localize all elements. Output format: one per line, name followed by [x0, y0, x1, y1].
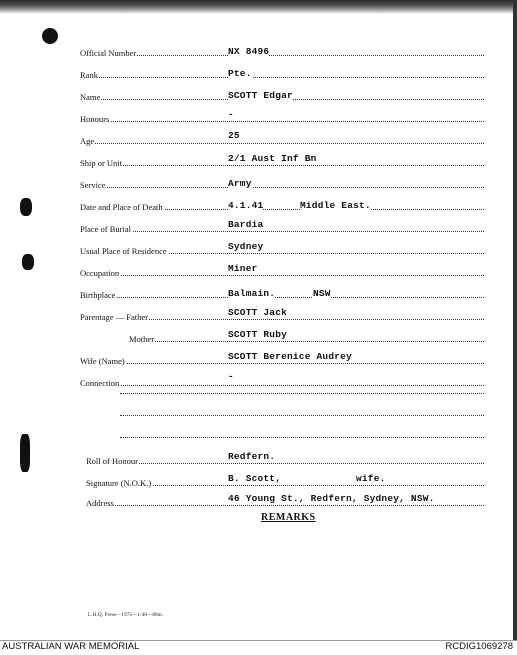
blank-line-1 [120, 393, 484, 394]
value-birthplace-state: NSW [313, 288, 331, 299]
dotted-line [80, 143, 484, 144]
dotted-line [80, 187, 484, 188]
label-wife: Wife (Name) [80, 356, 125, 366]
dotted-line [80, 165, 484, 166]
row-father [80, 308, 484, 322]
label-mother: Mother [129, 334, 155, 344]
value-name: SCOTT Edgar [228, 90, 293, 101]
value-birthplace: Balmain. [228, 288, 276, 299]
row-service [80, 176, 484, 190]
scan-top-edge [0, 0, 517, 14]
value-occupation: Miner [228, 263, 258, 274]
dotted-line [86, 505, 484, 506]
press-imprint: L.H.Q. Press—1975—1/40—80m. [88, 613, 164, 618]
label-roll-of-honour: Roll of Honour [86, 456, 138, 466]
row-name [80, 88, 484, 102]
dotted-line [80, 297, 484, 298]
row-honours [80, 110, 484, 124]
value-father: SCOTT Jack [228, 307, 288, 318]
label-address: Address [86, 498, 114, 508]
label-father: Parentage — Father [80, 312, 148, 322]
row-place-of-burial [80, 220, 484, 234]
row-address [86, 494, 484, 508]
label-connection: Connection [80, 378, 120, 388]
row-occupation [80, 264, 484, 278]
row-roll-of-honour [86, 452, 484, 466]
value-place-of-burial: Bardia [228, 219, 264, 230]
value-official-number: NX 8496 [228, 46, 270, 57]
label-age: Age [80, 136, 95, 146]
punch-hole-bottom [20, 434, 30, 472]
value-ship-or-unit: 2/1 Aust Inf Bn [228, 153, 317, 164]
row-connection [80, 371, 484, 388]
dotted-line [80, 363, 484, 364]
blank-line-3 [120, 437, 484, 438]
footer-institution: AUSTRALIAN WAR MEMORIAL [2, 641, 140, 652]
blank-line-2 [120, 415, 484, 416]
remarks-heading: REMARKS [261, 512, 316, 523]
value-signature-relation: wife. [356, 473, 386, 484]
value-service: Army [228, 178, 252, 189]
label-birthplace: Birthplace [80, 290, 116, 300]
value-roll-of-honour: Redfern. [228, 451, 276, 462]
row-wife [80, 352, 484, 366]
row-date-place-death [80, 198, 484, 212]
value-address: 46 Young St., Redfern, Sydney, NSW. [228, 493, 435, 504]
scan-right-edge [513, 0, 517, 640]
value-rank: Pte. [228, 68, 252, 79]
value-wife: SCOTT Berenice Audrey [228, 351, 352, 362]
label-service: Service [80, 180, 106, 190]
row-official-number [80, 44, 484, 58]
value-mother: SCOTT Ruby [228, 329, 288, 340]
value-date-of-death: 4.1.41 [228, 200, 264, 211]
row-signature [86, 474, 484, 488]
value-signature: B. Scott, [228, 473, 282, 484]
dotted-line [129, 341, 484, 342]
label-place-of-burial: Place of Burial [80, 224, 131, 234]
dotted-line [80, 275, 484, 276]
value-age: 25 [228, 130, 240, 141]
punch-hole-mid-1 [20, 198, 32, 216]
label-occupation: Occupation [80, 268, 120, 278]
dotted-line [80, 121, 484, 122]
row-ship-or-unit [80, 154, 484, 168]
label-signature: Signature (N.O.K.) [86, 478, 152, 488]
row-usual-residence [80, 242, 484, 256]
value-usual-residence: Sydney [228, 241, 264, 252]
value-place-of-death: Middle East. [300, 200, 371, 211]
label-usual-residence: Usual Place of Residence [80, 246, 167, 256]
dotted-line [80, 231, 484, 232]
dotted-line [80, 55, 484, 56]
label-date-place-death: Date and Place of Death [80, 202, 163, 212]
label-honours: Honours [80, 114, 110, 124]
footer-record-id: RCDIG1069278 [445, 641, 513, 652]
label-rank: Rank [80, 70, 98, 80]
dotted-line [80, 77, 484, 78]
row-birthplace [80, 286, 484, 300]
label-name: Name [80, 92, 101, 102]
row-rank [80, 66, 484, 80]
punch-hole-mid-2 [22, 254, 34, 270]
row-age [80, 132, 484, 146]
row-mother [129, 330, 484, 344]
value-honours: - [228, 109, 234, 120]
label-ship-or-unit: Ship or Unit [80, 158, 123, 168]
dotted-line [86, 463, 484, 464]
punch-hole-top [42, 28, 58, 44]
label-official-number: Official Number [80, 48, 137, 58]
value-connection: - [228, 371, 234, 382]
dotted-line [80, 385, 484, 386]
